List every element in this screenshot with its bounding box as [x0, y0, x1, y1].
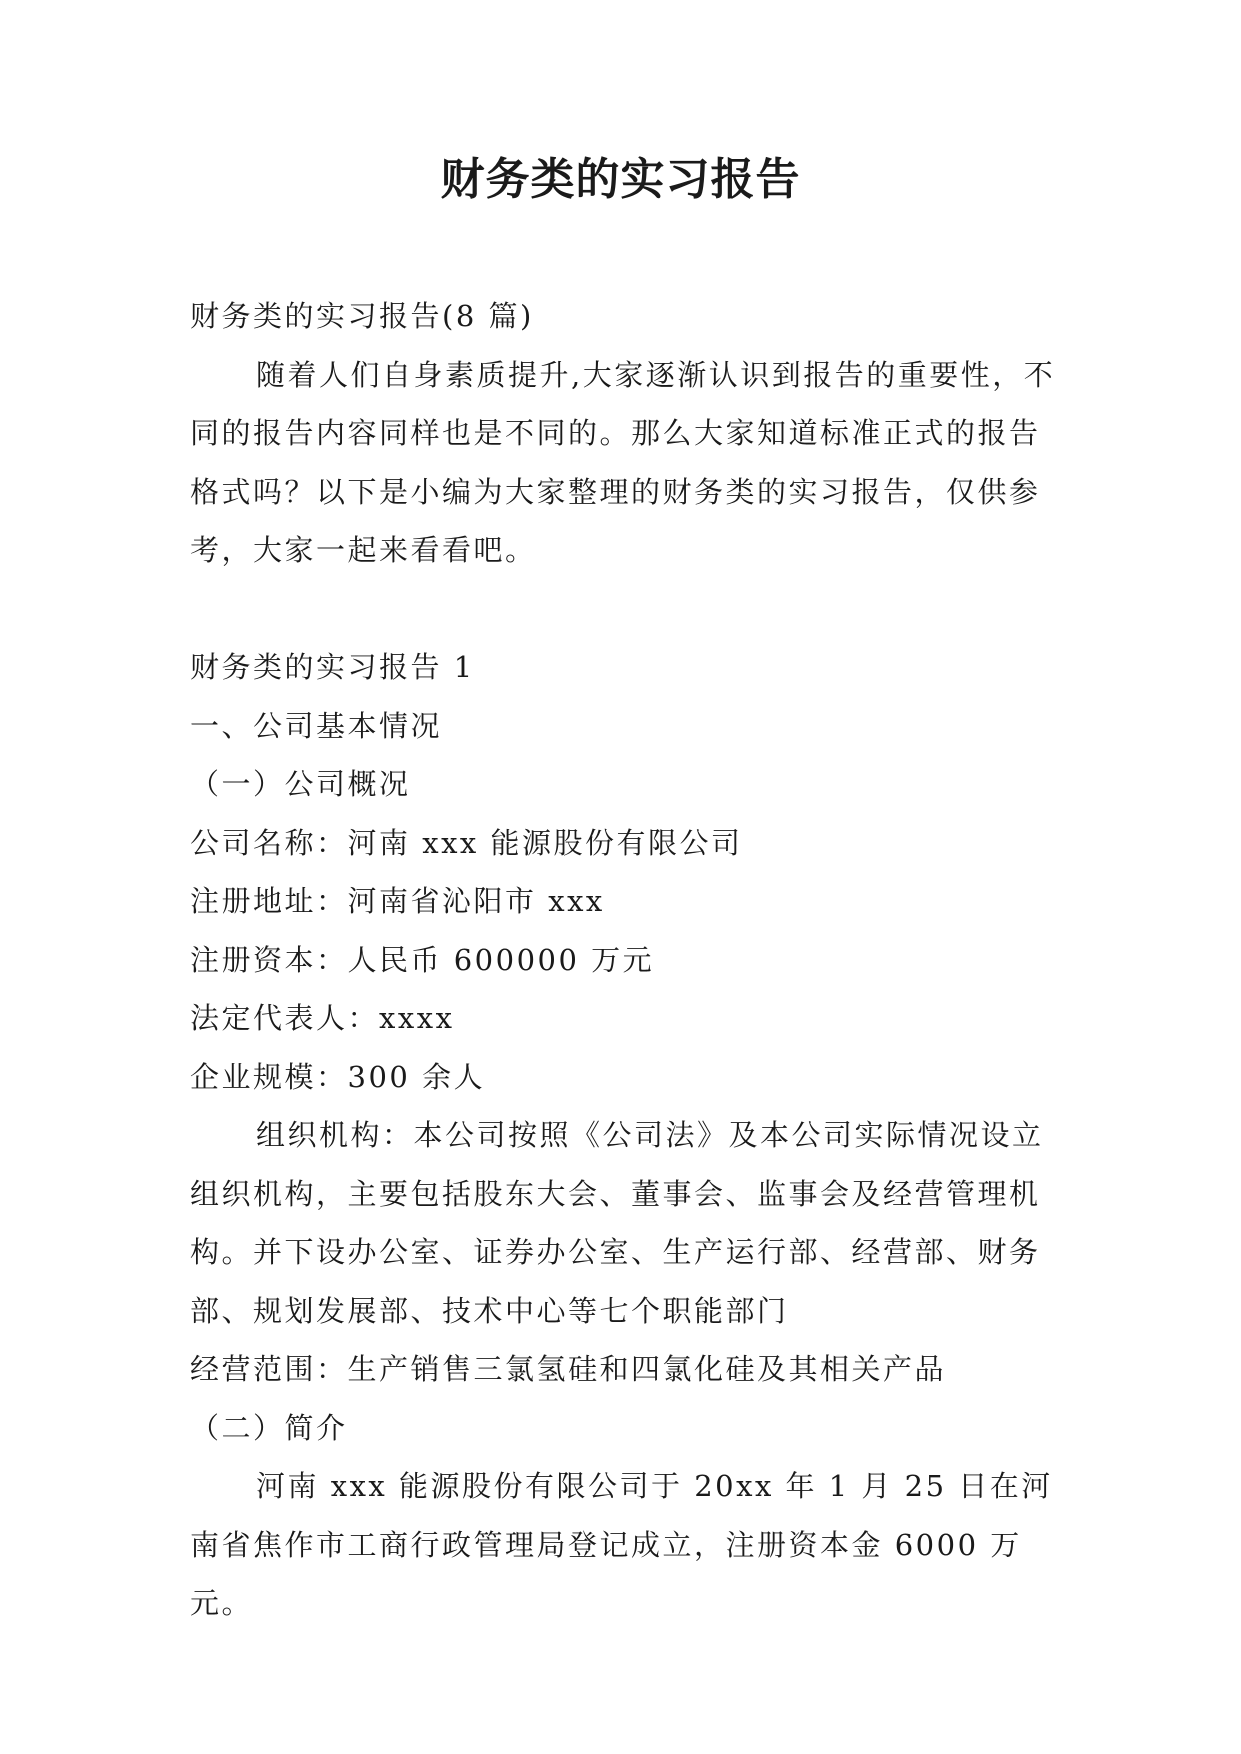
company-name-line: 公司名称：河南 xxx 能源股份有限公司: [190, 825, 743, 860]
registered-capital-line: 注册资本：人民币 600000 万元: [190, 942, 655, 977]
registered-address-line: 注册地址：河南省沁阳市 xxx: [190, 884, 605, 918]
part-heading: 一、公司基本情况: [190, 708, 443, 743]
document-body: [190, 287, 1060, 1633]
company-intro-paragraph: 河南 xxx 能源股份有限公司于 20xx 年 1 月 25 日在河南省焦作市工商行政管理局登记成立，注册资本金 6000 万元。: [190, 1469, 1053, 1620]
subsection-heading-2: （二）简介: [190, 1410, 348, 1445]
document-subtitle: 财务类的实习报告(8 篇): [190, 299, 534, 333]
paragraph-gap: [190, 580, 1060, 639]
section-heading: 财务类的实习报告 1: [190, 650, 475, 684]
document-title: 财务类的实习报告: [440, 154, 801, 205]
business-scope-line: 经营范围：生产销售三氯氢硅和四氯化硅及其相关产品: [190, 1352, 947, 1386]
intro-paragraph: 随着人们自身素质提升,大家逐渐认识到报告的重要性，不同的报告内容同样也是不同的。那么大家知道标准正式的报告格式吗？以下是小编为大家整理的财务类的实习报告，仅供参考，大家一起来看看吧。: [190, 357, 1056, 567]
enterprise-scale-line: 企业规模：300 余人: [190, 1059, 486, 1094]
legal-representative-line: 法定代表人：xxxx: [190, 1001, 455, 1035]
subsection-heading: （一）公司概况: [190, 767, 411, 801]
org-structure-paragraph: 组织机构：本公司按照《公司法》及本公司实际情况设立组织机构，主要包括股东大会、董事会、监事会及经营管理机构。并下设办公室、证券办公室、生产运行部、经营部、财务部、规划发展部、技术中心等七个职能部门: [190, 1118, 1044, 1328]
